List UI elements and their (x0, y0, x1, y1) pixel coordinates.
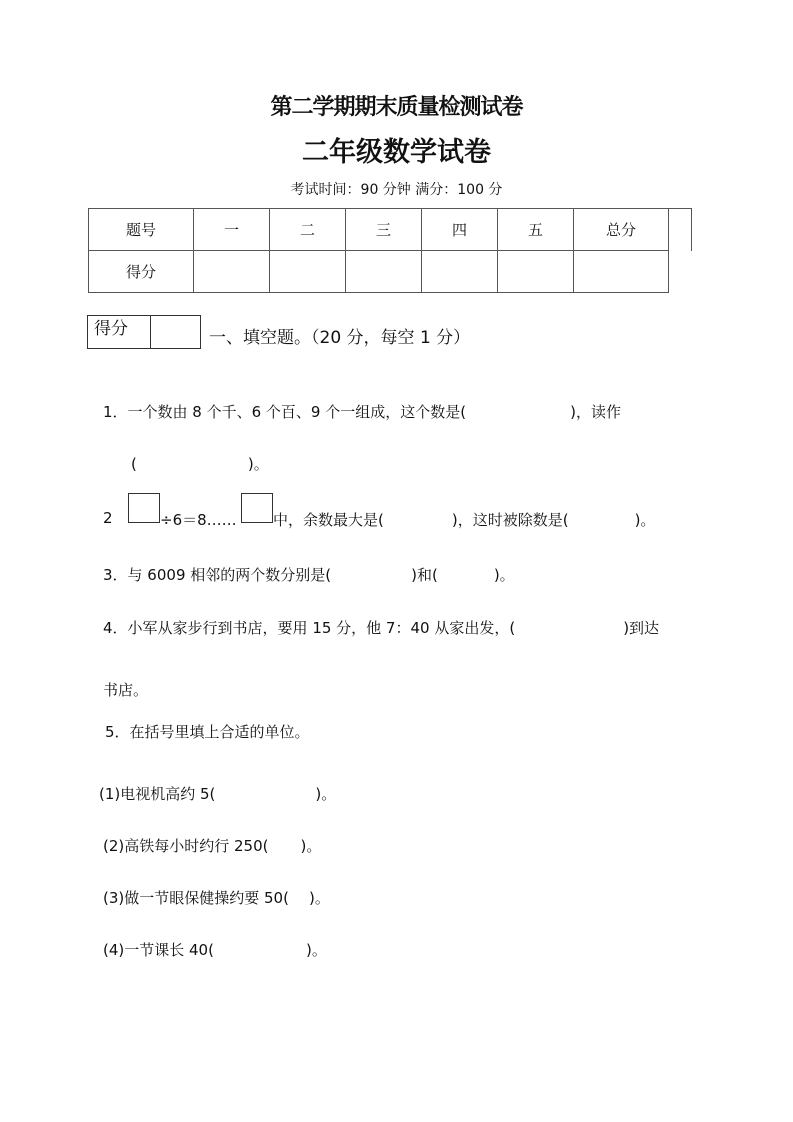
q1-text-d: )。 (247, 455, 269, 473)
q3-text-c: )。 (493, 566, 515, 584)
score-cell: 总分 (574, 209, 669, 251)
question-2-number: 2 (103, 509, 113, 527)
q4-text-a: 4．小军从家步行到书店，要用 15 分，他 7：40 从家出发，( (103, 619, 516, 637)
score-table (88, 208, 692, 293)
score-table-score-row (89, 251, 692, 293)
q3-text-a: 3．与 6009 相邻的两个数分别是( (103, 566, 332, 584)
score-cell-empty[interactable] (270, 251, 346, 293)
exam-meta: 考试时间：90 分钟 满分：100 分 (290, 182, 503, 198)
section-score-box (87, 315, 201, 349)
q1-text-b: )，读作 (570, 403, 621, 421)
q2-text-a: ÷6＝8…… (160, 511, 237, 529)
question-5: 5．在括号里填上合适的单位。 (105, 723, 310, 741)
question-5-3 (103, 887, 330, 908)
q2-remainder-box[interactable] (241, 493, 273, 523)
question-4 (103, 617, 659, 638)
exam-subtitle: 二年级数学试卷 (302, 137, 491, 168)
q4-text-b: )到达 (623, 619, 660, 637)
score-cell-extra (669, 209, 692, 251)
section-score-blank[interactable] (151, 316, 200, 348)
score-cell: 题号 (89, 209, 194, 251)
q2-text-b: 中，余数最大是( (273, 511, 384, 529)
q3-text-b: )和( (411, 566, 438, 584)
score-cell-blank (669, 251, 692, 293)
score-cell-empty[interactable] (422, 251, 498, 293)
score-cell: 四 (422, 209, 498, 251)
q1-text-a: 1．一个数由 8 个千、6 个百、9 个一组成，这个数是( (103, 403, 467, 421)
score-cell-empty[interactable] (194, 251, 270, 293)
score-cell-empty[interactable] (574, 251, 669, 293)
question-2 (273, 509, 655, 530)
score-cell: 得分 (89, 251, 194, 293)
q4-text-c: 书店。 (103, 681, 149, 699)
score-cell: 二 (270, 209, 346, 251)
score-cell: 一 (194, 209, 270, 251)
q5-4-text: (4)一节课长 40( (103, 941, 214, 959)
score-cell: 五 (498, 209, 574, 251)
section-title: 一、填空题。（20 分，每空 1 分） (209, 328, 471, 348)
q5-1-end: )。 (315, 785, 337, 803)
exam-title: 第二学期期末质量检测试卷 (270, 95, 523, 120)
question-1 (103, 401, 621, 422)
q5-4-end: )。 (305, 941, 327, 959)
score-table-header-row (89, 209, 692, 251)
q1-text-c: ( (131, 455, 137, 473)
score-cell-empty[interactable] (498, 251, 574, 293)
score-cell: 三 (346, 209, 422, 251)
q5-3-text: (3)做一节眼保健操约要 50( (103, 889, 289, 907)
question-1-cont (131, 453, 269, 474)
q5-2-text: (2)高铁每小时约行 250( (103, 837, 269, 855)
q5-1-text: (1)电视机高约 5( (99, 785, 216, 803)
q2-text-d: )。 (634, 511, 656, 529)
q2-text-c: )，这时被除数是( (451, 511, 569, 529)
question-5-4 (103, 939, 327, 960)
q5-3-end: )。 (308, 889, 330, 907)
question-5-2 (103, 835, 321, 856)
score-cell-empty[interactable] (346, 251, 422, 293)
q2-dividend-box[interactable] (128, 493, 160, 523)
question-3 (103, 564, 515, 585)
q5-2-end: )。 (300, 837, 322, 855)
question-5-1 (99, 783, 336, 804)
section-score-label: 得分 (88, 316, 151, 348)
